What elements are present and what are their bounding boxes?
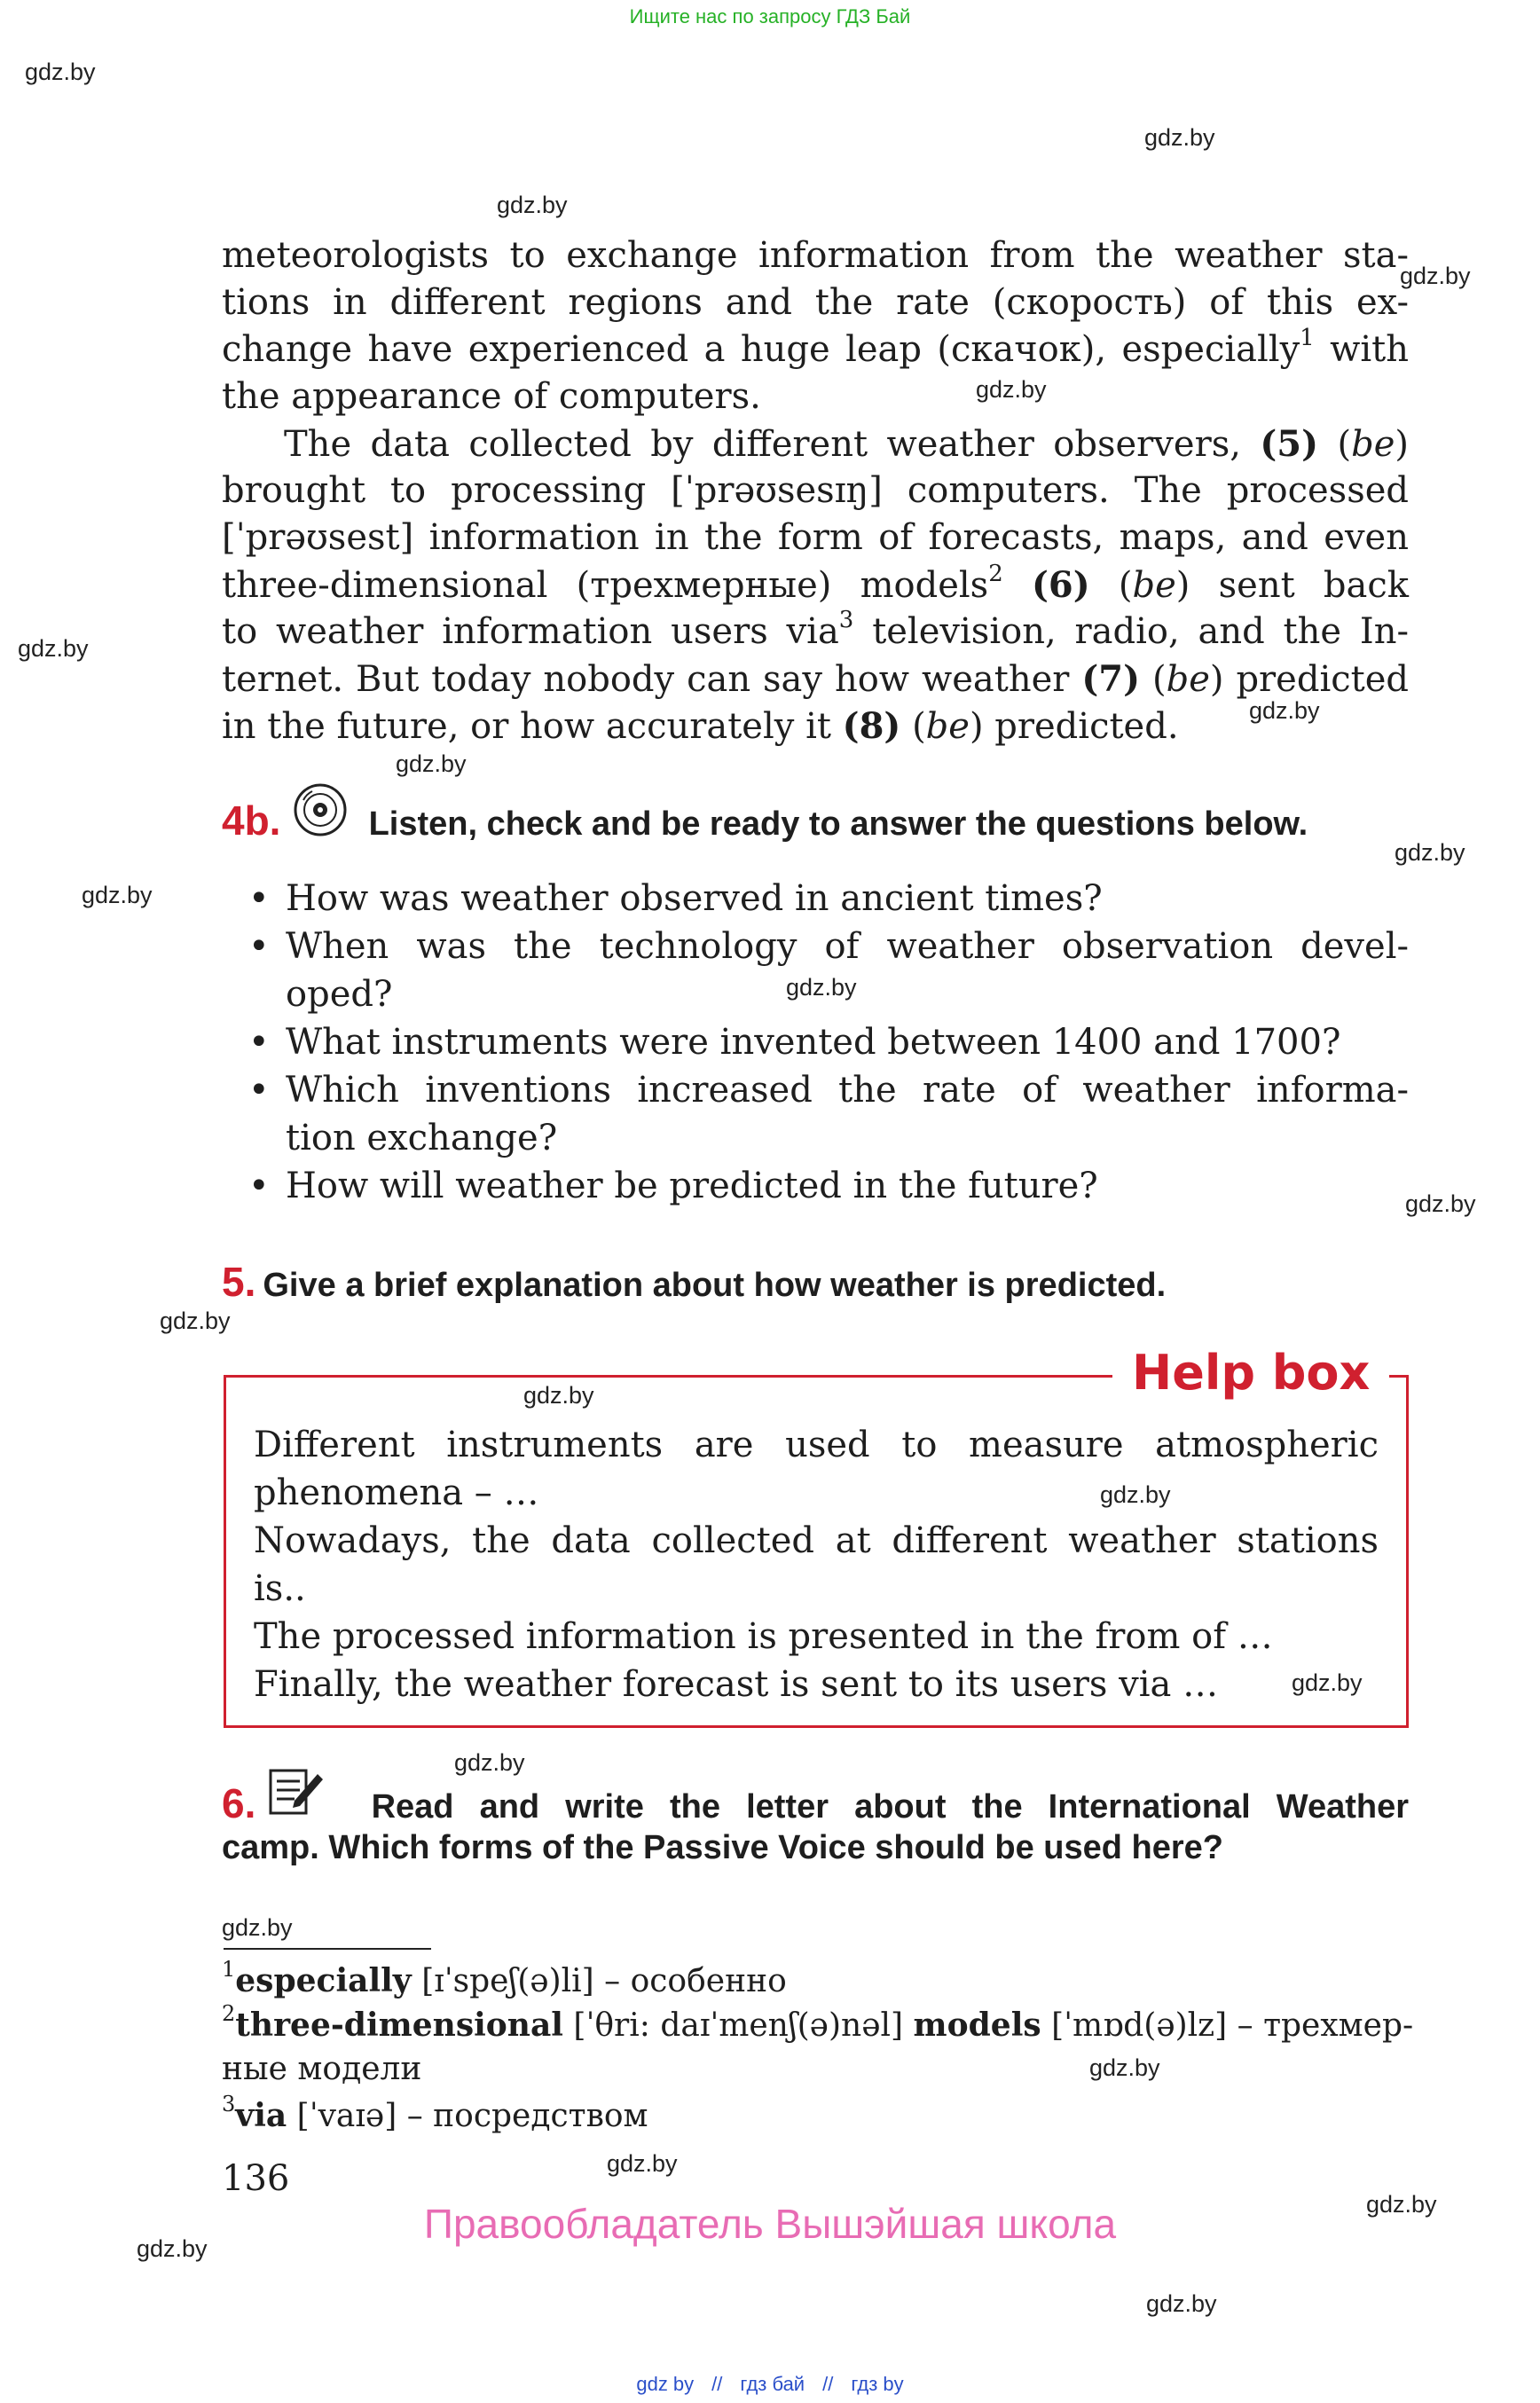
- watermark: gdz.by: [137, 2235, 208, 2262]
- task-4b-heading: [222, 798, 1409, 846]
- watermark: gdz.by: [25, 59, 96, 85]
- question-item: • Which inventions increased the rate of weather informa-: [286, 1066, 1409, 1114]
- separator: //: [711, 2373, 723, 2395]
- footnote: $^1$especially [ɪˈspeʃ(ə)li] – особенно: [222, 1957, 787, 1999]
- top-banner[interactable]: Ищите нас по запросу ГДЗ Бай: [629, 5, 911, 27]
- watermark: gdz.by: [396, 750, 467, 777]
- footnote: $^3$via [ˈvaɪə] – посредством: [222, 2092, 648, 2134]
- task-number: 5.: [222, 1259, 256, 1305]
- question-item: • How was weather observed in ancient times?: [286, 875, 1409, 923]
- question-list: [286, 875, 1409, 1210]
- separator: //: [822, 2373, 834, 2395]
- watermark: gdz.by: [1146, 2290, 1217, 2317]
- copyright-notice: Правообладатель Вышэйшая школа: [423, 2201, 1117, 2247]
- question-item: • What instruments were invented between 1400 and 1700?: [286, 1018, 1409, 1066]
- watermark: gdz.by: [1089, 2054, 1160, 2081]
- help-box-line: is..: [254, 1568, 306, 1609]
- link-gdz-by[interactable]: gdz by: [636, 2373, 695, 2395]
- question-item-continued: tion exchange?: [286, 1118, 558, 1158]
- help-box-line: The processed information is presented in the from of …: [254, 1616, 1273, 1657]
- watermark: gdz.by: [1400, 263, 1471, 289]
- watermark: gdz.by: [454, 1749, 525, 1776]
- help-box-line: Different instruments are used to measure atmospheric: [254, 1425, 1379, 1465]
- text-line: change have experienced a huge leap (скачок), especially$^1$ with: [222, 324, 1409, 370]
- watermark: gdz.by: [1366, 2191, 1437, 2218]
- text-line: meteorologists to exchange information from the weather sta-: [222, 235, 1409, 276]
- task-number: 6.: [222, 1780, 256, 1826]
- link-gdz-by-2[interactable]: гдз by: [851, 2373, 904, 2395]
- task-instruction: Listen, check and be ready to answer the questions below.: [368, 805, 1308, 843]
- help-box-line: Finally, the weather forecast is sent to its users via …: [254, 1664, 1219, 1705]
- cd-audio-icon: [293, 782, 348, 837]
- footnote-ref: 1: [1300, 324, 1315, 351]
- question-item-continued: oped?: [286, 974, 393, 1015]
- watermark: gdz.by: [607, 2150, 678, 2177]
- task-6-heading: [222, 1781, 1409, 1829]
- watermark: gdz.by: [82, 882, 153, 908]
- watermark: gdz.by: [1405, 1190, 1476, 1217]
- watermark: gdz.by: [160, 1308, 231, 1334]
- watermark: gdz.by: [523, 1382, 594, 1409]
- help-box-line: Nowadays, the data collected at different weather stations: [254, 1520, 1379, 1561]
- text-line: brought to processing [ˈprəʊsesɪŋ] computers. The processed: [222, 470, 1409, 511]
- watermark: gdz.by: [976, 376, 1047, 403]
- task-number: 4b.: [222, 797, 281, 844]
- footnote-ref: 3: [838, 606, 854, 633]
- task-instruction: Give a brief explanation about how weather is predicted.: [263, 1267, 1167, 1304]
- text-line: tions in different regions and the rate (скорость) of this ex-: [222, 282, 1409, 323]
- task-instruction: Read and write the letter about the International Weather: [371, 1788, 1410, 1826]
- help-box-line: phenomena – …: [254, 1472, 539, 1513]
- watermark: gdz.by: [786, 974, 857, 1001]
- footnote: $^2$three-dimensional [ˈθri: daɪˈmenʃ(ə)nəl] models [ˈmɒd(ə)lz] – трехмер-: [222, 2001, 1414, 2044]
- watermark: gdz.by: [1395, 839, 1465, 866]
- question-item: • When was the technology of weather observation devel-: [286, 923, 1409, 970]
- watermark: gdz.by: [1249, 697, 1320, 724]
- help-box-title: Help box: [1112, 1339, 1389, 1407]
- text-line: in the future, or how accurately it (8) (be) predicted.: [222, 705, 1179, 747]
- text-line: The data collected by different weather observers, (5) (be): [284, 423, 1409, 465]
- link-gdz-bai[interactable]: гдз бай: [740, 2373, 805, 2395]
- bottom-links: [0, 2373, 1540, 2396]
- footnote-continued: ные модели: [222, 2051, 422, 2087]
- watermark: gdz.by: [1292, 1669, 1363, 1696]
- text-line: three-dimensional (трехмерные) models$^2$ (6) (be) sent back: [222, 560, 1410, 606]
- watermark: gdz.by: [222, 1914, 293, 1941]
- text-line: the appearance of computers.: [222, 376, 761, 417]
- task-6-heading-continued: camp. Which forms of the Passive Voice should be used here?: [222, 1829, 1224, 1866]
- page-number: 136: [222, 2158, 290, 2199]
- watermark: gdz.by: [18, 635, 89, 662]
- watermark: gdz.by: [1144, 124, 1215, 151]
- question-item: • How will weather be predicted in the future?: [286, 1162, 1409, 1210]
- watermark: gdz.by: [497, 192, 568, 218]
- footnote-divider: [224, 1948, 431, 1950]
- task-5-heading: [222, 1260, 1409, 1308]
- watermark: gdz.by: [1100, 1481, 1171, 1508]
- text-line: to weather information users via$^3$ television, radio, and the In-: [222, 606, 1409, 652]
- text-line: [ˈprəʊsest] information in the form of forecasts, maps, and even: [222, 517, 1409, 558]
- footnote-ref: 2: [988, 560, 1003, 587]
- text-line: ternet. But today nobody can say how weather (7) (be) predicted: [222, 658, 1409, 700]
